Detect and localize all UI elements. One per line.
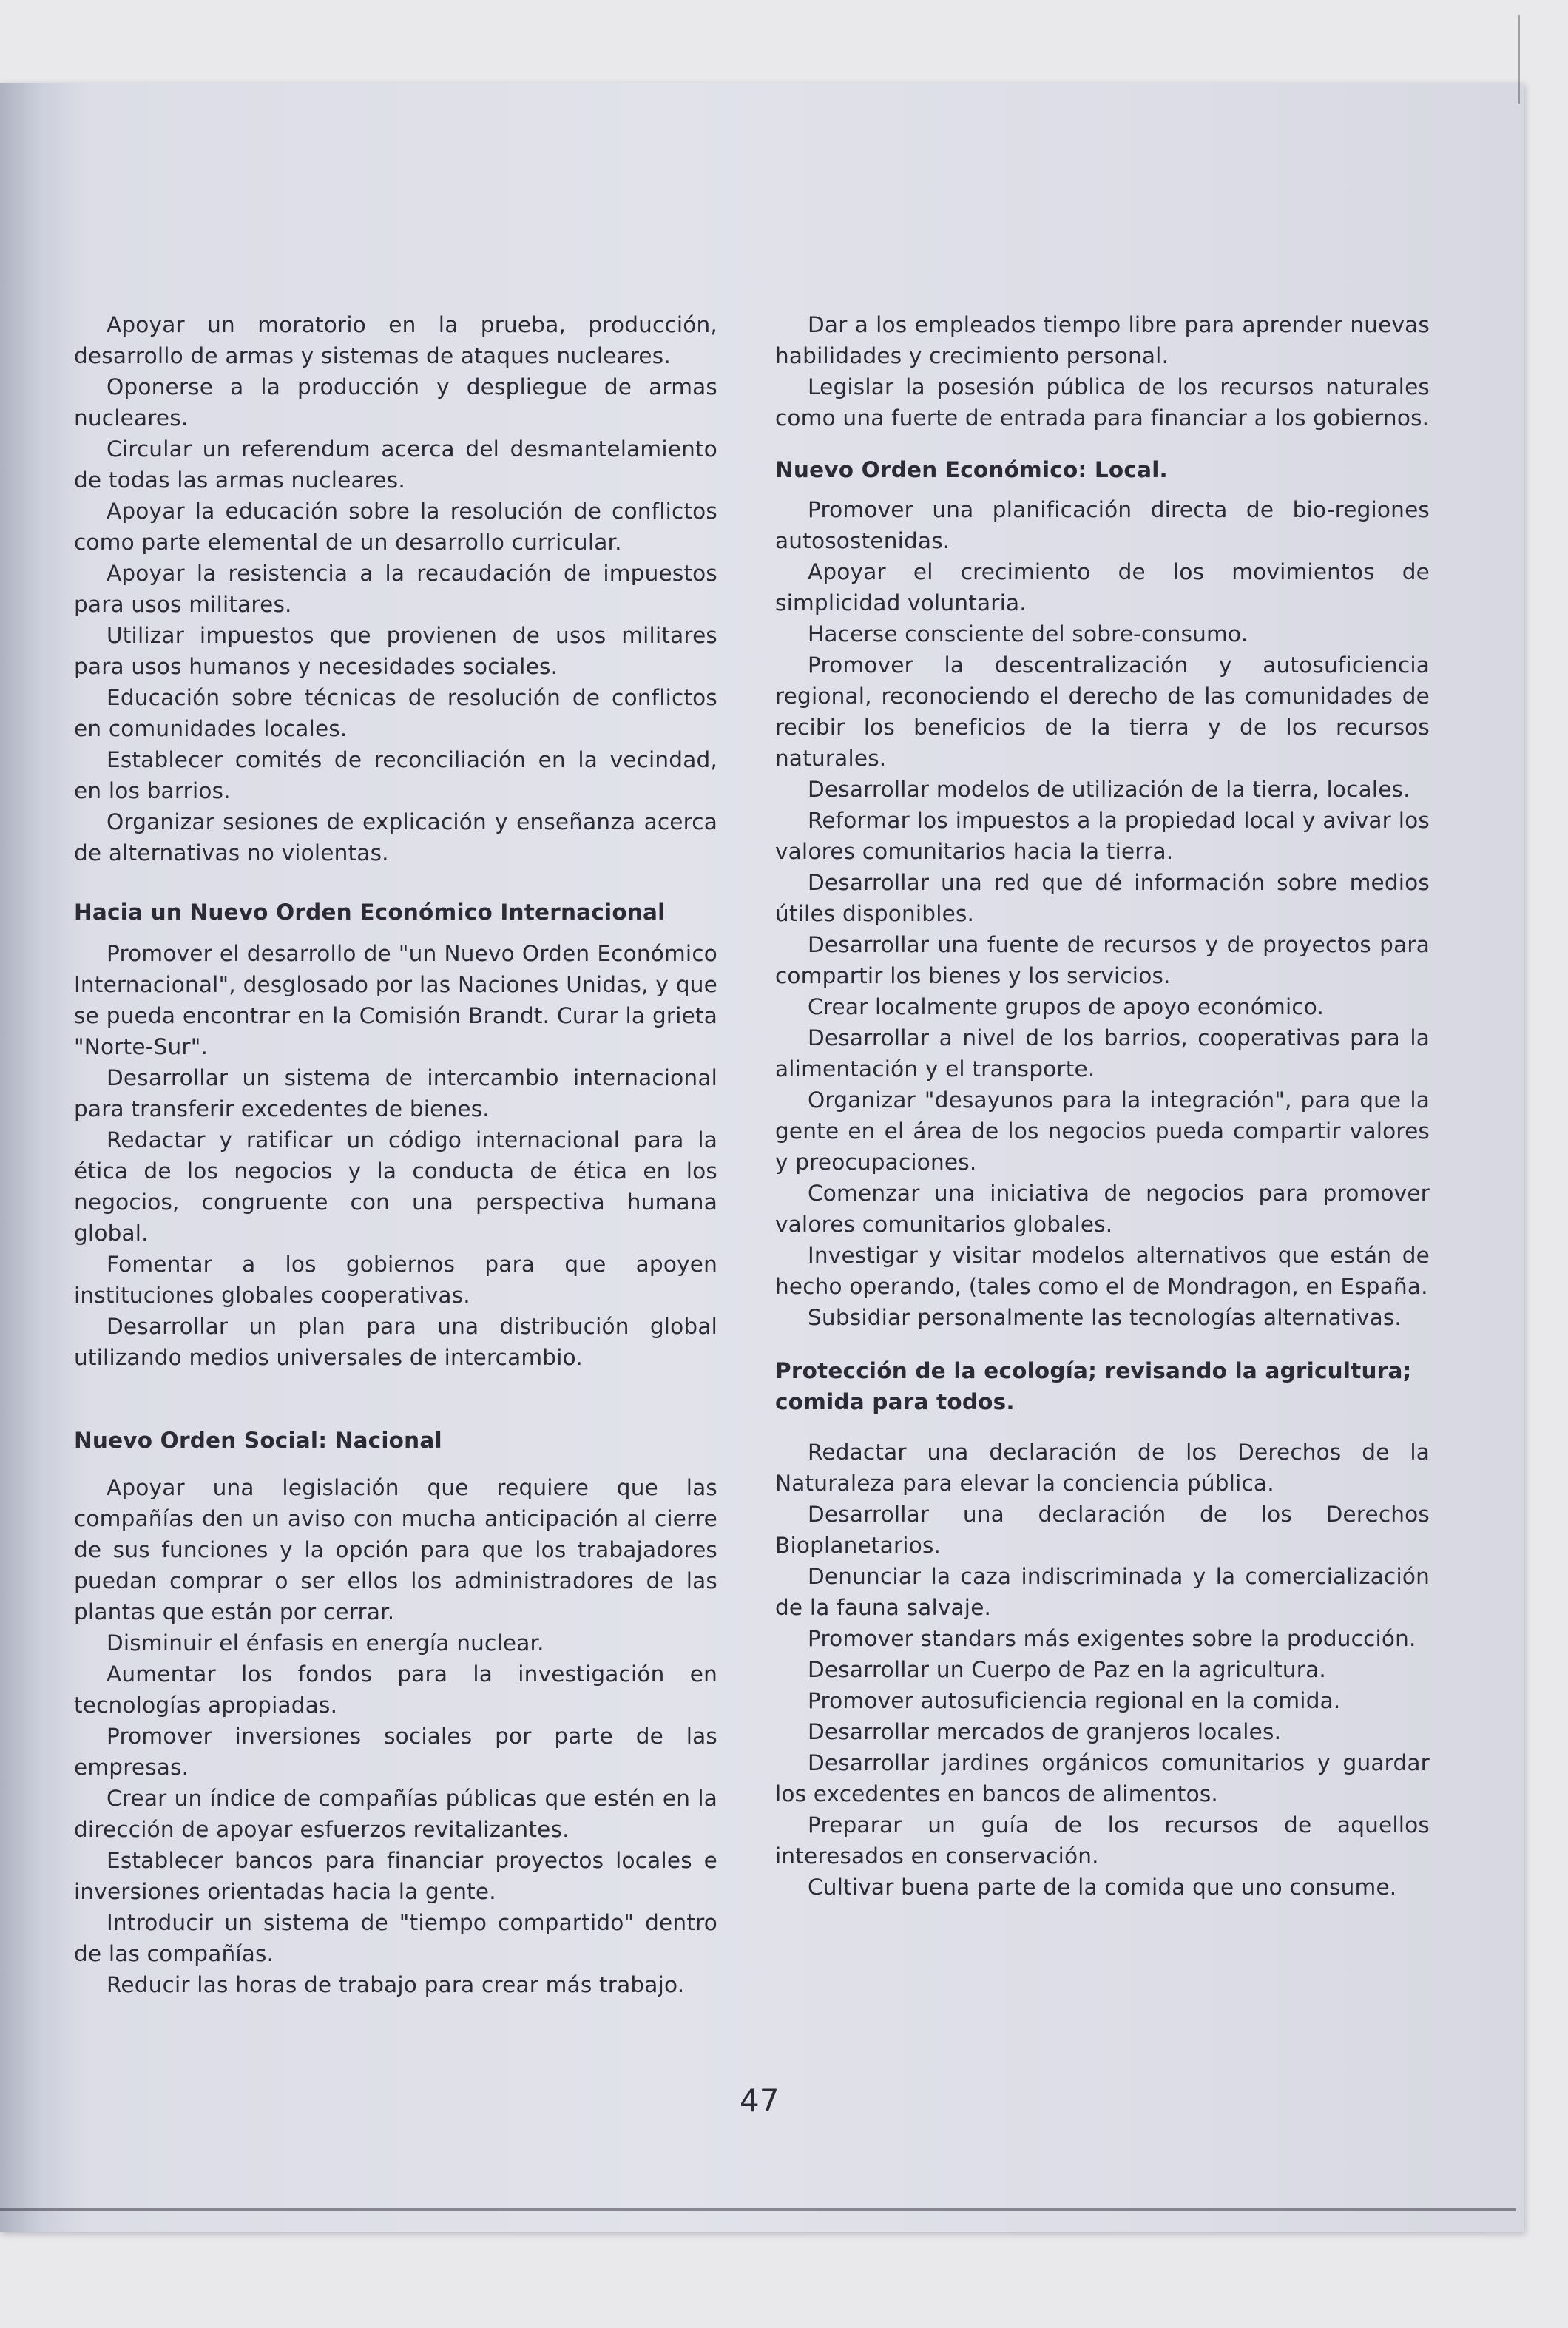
list-item: Promover standars más exigentes sobre la producción. — [808, 1626, 1416, 1651]
list-item: Desarrollar modelos de utilización de la tierra, locales. — [808, 777, 1410, 802]
list-item: Reducir las horas de trabajo para crear más trabajo. — [107, 1972, 685, 1997]
list-item: Desarrollar una declaración de los Derechos Bioplanetarios. — [775, 1502, 1430, 1558]
list-item: Desarrollar un Cuerpo de Paz en la agricultura. — [808, 1657, 1326, 1682]
list-item: Introducir un sistema de "tiempo compartido" dentro de las compañías. — [74, 1910, 717, 1966]
list-item: Apoyar una legislación que requiere que las compañías den un aviso con mucha anticipación al cierre de sus funciones y la opción para que los trabajadores puedan comprar o ser ellos los administradores de las plantas que están por cerrar. — [74, 1475, 717, 1624]
page-edge-shadow — [0, 2208, 1516, 2211]
list-item: Apoyar la resistencia a la recaudación de impuestos para usos militares. — [74, 561, 717, 617]
list-item: Apoyar la educación sobre la resolución de conflictos como parte elemental de un desarrollo curricular. — [74, 499, 717, 555]
section-heading-social: Nuevo Orden Social: Nacional — [74, 1428, 442, 1453]
list-item: Promover autosuficiencia regional en la comida. — [808, 1688, 1341, 1713]
list-item: Desarrollar a nivel de los barrios, cooperativas para la alimentación y el transporte. — [775, 1025, 1430, 1082]
paz-list — [74, 309, 717, 868]
scan-border-line — [1518, 15, 1520, 104]
list-item: Apoyar un moratorio en la prueba, producción, desarrollo de armas y sistemas de ataques nucleares. — [74, 312, 717, 368]
list-item: Establecer comités de reconciliación en la vecindad, en los barrios. — [74, 747, 717, 803]
local-list — [775, 494, 1430, 1333]
list-item: Utilizar impuestos que provienen de usos militares para usos humanos y necesidades sociales. — [74, 623, 717, 679]
list-item: Crear un índice de compañías públicas que estén en la dirección de apoyar esfuerzos revitalizantes. — [74, 1786, 717, 1842]
social-list — [74, 1472, 717, 2000]
list-item: Comenzar una iniciativa de negocios para promover valores comunitarios globales. — [775, 1181, 1430, 1237]
internacional-list — [74, 938, 717, 1373]
list-item: Subsidiar personalmente las tecnologías alternativas. — [808, 1305, 1402, 1330]
continuation-list — [775, 309, 1430, 433]
list-item: Redactar y ratificar un código internacional para la ética de los negocios y la conducta de ética en los negocios, congruente con una perspectiva humana global. — [74, 1127, 717, 1246]
list-item: Desarrollar una fuente de recursos y de proyectos para compartir los bienes y los servicios. — [775, 932, 1430, 988]
list-item: Preparar un guía de los recursos de aquellos interesados en conservación. — [775, 1812, 1430, 1869]
list-item: Apoyar el crecimiento de los movimientos de simplicidad voluntaria. — [775, 559, 1430, 615]
list-item: Investigar y visitar modelos alternativos que están de hecho operando, (tales como el de Mondragon, en España. — [775, 1243, 1430, 1299]
list-item: Reformar los impuestos a la propiedad local y avivar los valores comunitarios hacia la tierra. — [775, 808, 1430, 864]
list-item: Establecer bancos para financiar proyectos locales e inversiones orientadas hacia la gente. — [74, 1848, 717, 1904]
list-item: Denunciar la caza indiscriminada y la comercialización de la fauna salvaje. — [775, 1564, 1430, 1620]
list-item: Legislar la posesión pública de los recursos naturales como una fuerte de entrada para financiar a los gobiernos. — [775, 374, 1430, 431]
list-item: Promover una planificación directa de bio-regiones autosostenidas. — [775, 497, 1430, 553]
list-item: Circular un referendum acerca del desmantelamiento de todas las armas nucleares. — [74, 436, 717, 493]
page-number: 47 — [740, 2082, 780, 2119]
list-item: Redactar una declaración de los Derechos de la Naturaleza para elevar la conciencia pública. — [775, 1440, 1430, 1496]
list-item: Desarrollar un plan para una distribución global utilizando medios universales de intercambio. — [74, 1314, 717, 1370]
section-heading-internacional: Hacia un Nuevo Orden Económico Internacional — [74, 900, 666, 925]
list-item: Oponerse a la producción y despliegue de armas nucleares. — [74, 374, 717, 431]
right-column — [775, 309, 1430, 1903]
list-item: Crear localmente grupos de apoyo económico. — [808, 994, 1325, 1019]
list-item: Dar a los empleados tiempo libre para aprender nuevas habilidades y crecimiento personal. — [775, 312, 1430, 368]
list-item: Organizar "desayunos para la integración", para que la gente en el área de los negocios pueda compartir valores y preocupaciones. — [775, 1087, 1430, 1175]
section-heading-ecologia: Protección de la ecología; revisando la agricultura; comida para todos. — [775, 1358, 1412, 1414]
list-item: Fomentar a los gobiernos para que apoyen instituciones globales cooperativas. — [74, 1252, 717, 1308]
list-item: Organizar sesiones de explicación y enseñanza acerca de alternativas no violentas. — [74, 809, 717, 866]
list-item: Hacerse consciente del sobre-consumo. — [808, 621, 1248, 647]
list-item: Promover la descentralización y autosuficiencia regional, reconociendo el derecho de las comunidades de recibir los beneficios de la tierra y de los recursos naturales. — [775, 652, 1430, 771]
section-heading-local: Nuevo Orden Económico: Local. — [775, 457, 1168, 482]
list-item: Educación sobre técnicas de resolución de conflictos en comunidades locales. — [74, 685, 717, 741]
left-column — [74, 309, 717, 2000]
list-item: Desarrollar mercados de granjeros locales. — [808, 1719, 1282, 1744]
list-item: Promover inversiones sociales por parte de las empresas. — [74, 1724, 717, 1780]
list-item: Desarrollar jardines orgánicos comunitarios y guardar los excedentes en bancos de alimentos. — [775, 1750, 1430, 1806]
list-item: Aumentar los fondos para la investigación en tecnologías apropiadas. — [74, 1661, 717, 1718]
list-item: Desarrollar una red que dé información sobre medios útiles disponibles. — [775, 870, 1430, 926]
list-item: Disminuir el énfasis en energía nuclear. — [107, 1630, 544, 1656]
list-item: Desarrollar un sistema de intercambio internacional para transferir excedentes de bienes. — [74, 1065, 717, 1121]
list-item: Cultivar buena parte de la comida que uno consume. — [808, 1875, 1397, 1900]
ecologia-list — [775, 1437, 1430, 1903]
list-item: Promover el desarrollo de "un Nuevo Orden Económico Internacional", desglosado por las Naciones Unidas, y que se pueda encontrar en la Comisión Brandt. Curar la grieta "Norte-Sur". — [74, 941, 717, 1059]
